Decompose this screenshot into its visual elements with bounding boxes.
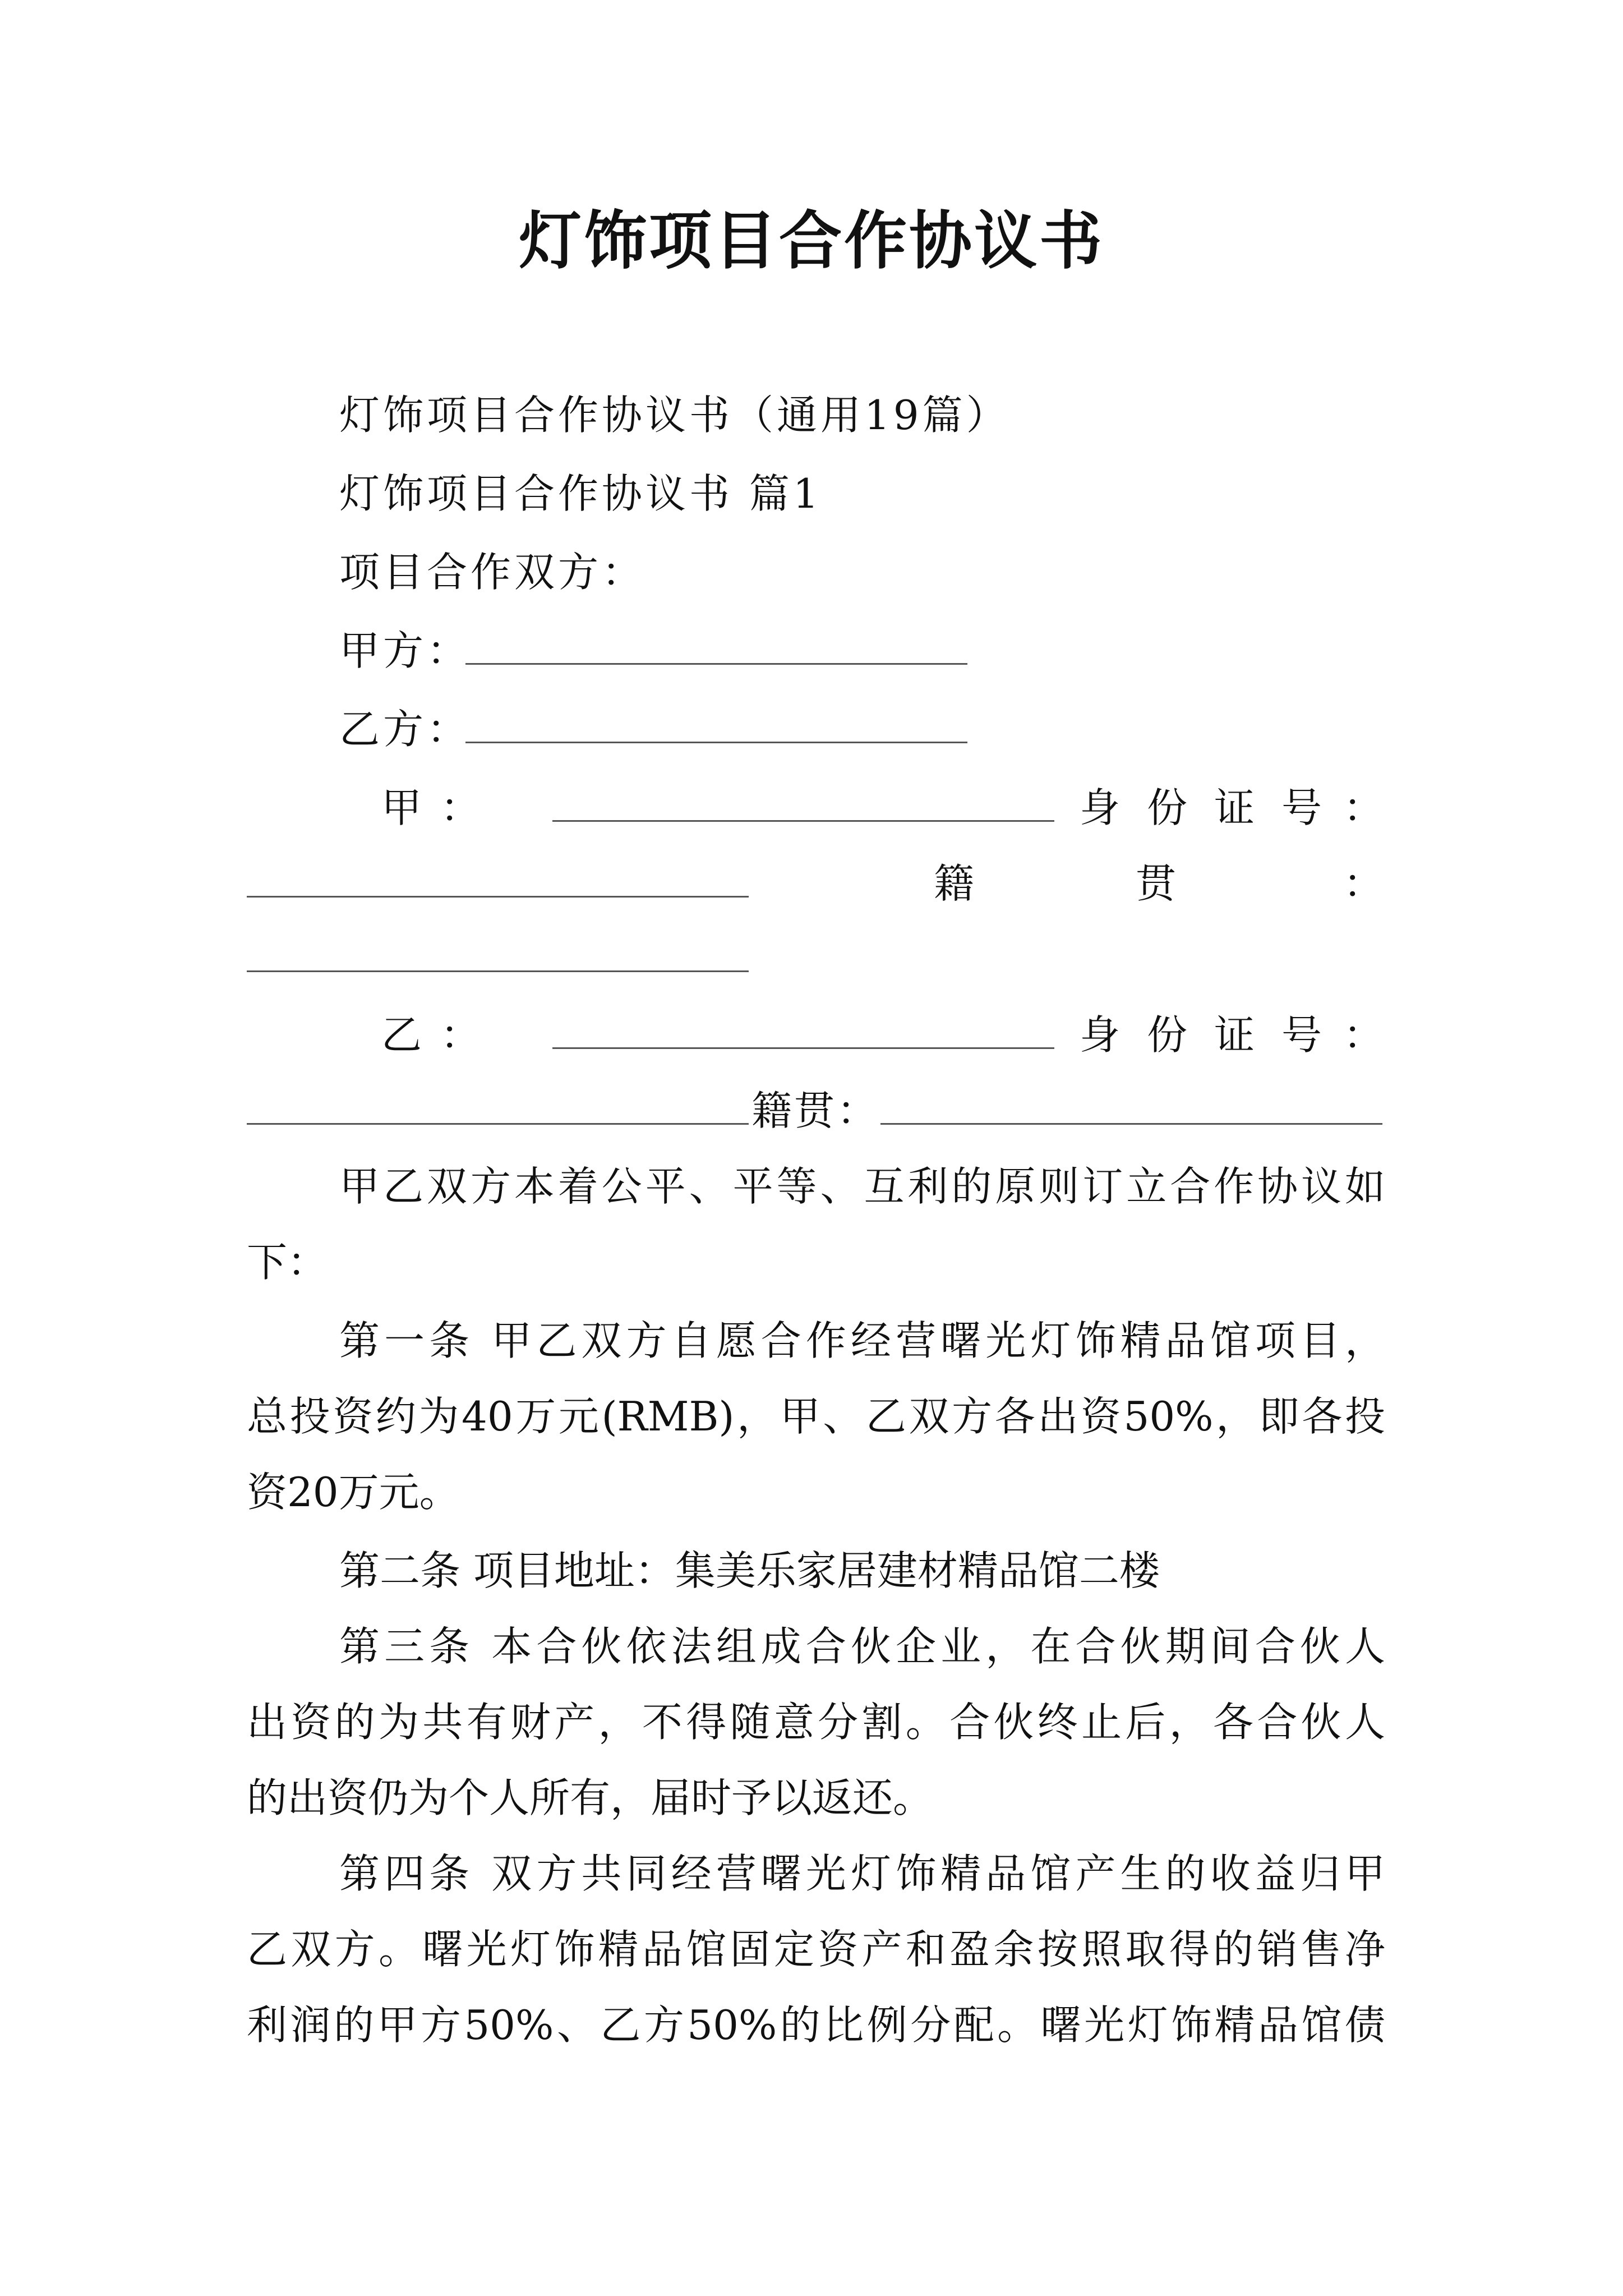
document-subtitle: 灯饰项目合作协议书（通用19篇） (339, 392, 1010, 439)
intro-line: 甲乙双方本着公平、平等、互利的原则订立合作协议如 (339, 1163, 1385, 1210)
article-4-line: 利润的甲方50%、乙方50%的比例分配。曙光灯饰精品馆债 (247, 2001, 1385, 2049)
article-4-line: 乙双方。曙光灯饰精品馆固定资产和盈余按照取得的销售净 (247, 1926, 1385, 1973)
person-b-id-char-4: 号 (1281, 1011, 1322, 1059)
person-a-origin-char-2: 贯 (1136, 860, 1177, 907)
party-b-blank (465, 742, 967, 743)
parties-heading: 项目合作双方： (339, 549, 646, 596)
person-b-id-blank (247, 1123, 749, 1125)
party-b-label: 乙方： (339, 706, 471, 753)
person-a-colon: ： (440, 784, 481, 831)
person-a-origin-char-1: 籍 (934, 860, 975, 907)
person-b-origin-blank (880, 1123, 1382, 1125)
person-b-origin-label: 籍贯： (751, 1087, 880, 1134)
article-2-line: 第二条 项目地址：集美乐家居建材精品馆二楼 (339, 1547, 1160, 1594)
person-b-id-char-1: 身 (1080, 1011, 1121, 1059)
person-a-id-blank (247, 896, 749, 898)
article-1-line: 资20万元。 (247, 1469, 460, 1516)
person-b-id-char-5: ： (1343, 1011, 1384, 1059)
article-1-line: 总投资约为40万元(RMB)，甲、乙双方各出资50%，即各投 (247, 1393, 1385, 1440)
person-b-id-char-3: 证 (1214, 1011, 1255, 1059)
article-3-line: 出资的为共有财产，不得随意分割。合伙终止后，各合伙人 (247, 1699, 1385, 1746)
person-a-id-char-2: 份 (1147, 784, 1188, 831)
person-a-id-char-3: 证 (1214, 784, 1255, 831)
person-a-id-char-5: ： (1343, 784, 1384, 831)
document-title: 灯饰项目合作协议书 (519, 204, 1104, 278)
article-3-line: 的出资仍为个人所有，届时予以返还。 (247, 1774, 934, 1821)
person-a-id-char-4: 号 (1281, 784, 1322, 831)
party-a-label: 甲方： (339, 627, 471, 674)
article-4-line: 第四条 双方共同经营曙光灯饰精品馆产生的收益归甲 (339, 1850, 1385, 1897)
person-a-origin-colon: ： (1343, 860, 1384, 907)
person-b-name-blank (552, 1047, 1054, 1049)
person-a-origin-blank (247, 970, 749, 972)
person-a-label: 甲 (381, 784, 422, 831)
person-b-label: 乙 (381, 1011, 422, 1059)
person-a-id-char-1: 身 (1080, 784, 1121, 831)
person-b-id-char-2: 份 (1147, 1011, 1188, 1059)
person-a-name-blank (552, 820, 1054, 822)
person-b-colon: ： (440, 1011, 481, 1059)
party-a-blank (465, 663, 967, 665)
intro-line: 下： (247, 1239, 328, 1286)
article-1-line: 第一条 甲乙双方自愿合作经营曙光灯饰精品馆项目， (339, 1317, 1385, 1364)
chapter-heading: 灯饰项目合作协议书 篇1 (339, 470, 822, 517)
article-3-line: 第三条 本合伙依法组成合伙企业，在合伙期间合伙人 (339, 1623, 1385, 1670)
